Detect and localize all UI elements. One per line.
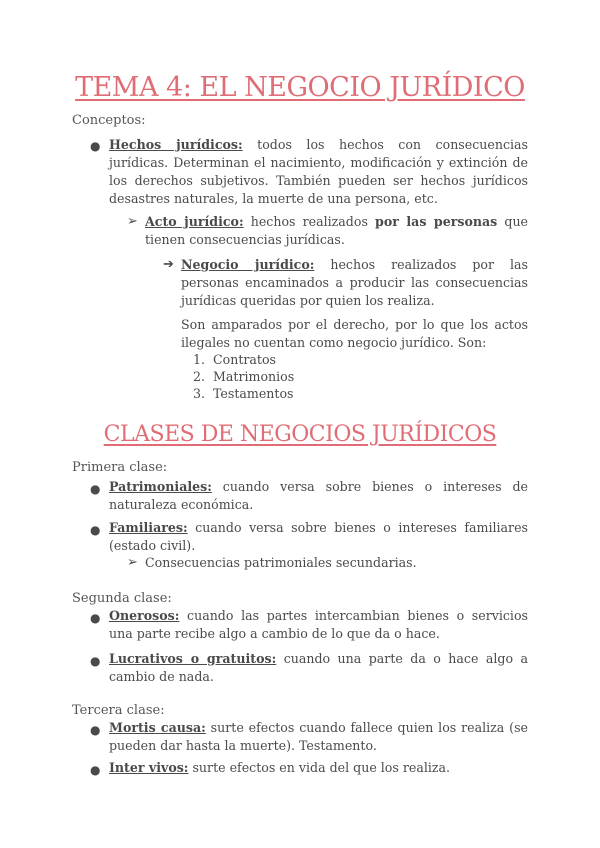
- acto-text-pre: hechos realizados: [243, 214, 376, 229]
- negocio-text: hechos realizados por las personas encaminados a producir las consecuencias jurídicas queridas por quien los realiza.: [181, 257, 528, 308]
- conceptos-label: Conceptos:: [72, 113, 146, 128]
- negocio-list: [181, 351, 294, 402]
- list-item: 3. Testamentos: [192, 386, 294, 401]
- list-item: Lucrativos o gratuitos: cuando una parte da o hace algo a cambio de nada.: [109, 651, 528, 684]
- bullet-icon: ●: [90, 139, 101, 153]
- arrow-right-icon: ➔: [163, 257, 174, 272]
- arrow-icon: ➢: [127, 555, 138, 570]
- bullet-icon: ●: [90, 611, 101, 625]
- list-item: 2. Matrimonios: [192, 369, 295, 384]
- list-item: 1. Contratos: [192, 352, 277, 367]
- bullet-icon: ●: [90, 763, 101, 777]
- list-item: Familiares: cuando versa sobre bienes o intereses familiares (estado civil).: [109, 520, 528, 553]
- negocio-paragraph: [181, 256, 528, 310]
- list-item: Onerosos: cuando las partes intercambian bienes o servicios una parte recibe algo a cambio de lo que da o hace.: [109, 608, 528, 641]
- acto-bold: por las personas: [375, 214, 498, 229]
- bullet-icon: ●: [90, 523, 101, 537]
- sub-item: Consecuencias patrimoniales secundarias.: [145, 555, 417, 570]
- negocio-paragraph-2: Son amparados por el derecho, por lo que los actos ilegales no cuentan como negocio jurídico. Son:: [181, 317, 528, 350]
- section-title: CLASES DE NEGOCIOS JURÍDICOS: [103, 422, 497, 447]
- acto-text-post: que tienen consecuencias jurídicas.: [145, 214, 529, 247]
- segunda-label: Segunda clase:: [72, 591, 172, 606]
- bullet-icon: ●: [90, 654, 101, 668]
- hechos-term: Hechos jurídicos:: [109, 137, 243, 152]
- bullet-icon: ●: [90, 482, 101, 496]
- page-title: TEMA 4: EL NEGOCIO JURÍDICO: [75, 72, 525, 103]
- tercera-label: Tercera clase:: [72, 703, 165, 718]
- hechos-paragraph: [109, 136, 528, 208]
- hechos-text: todos los hechos con consecuencias jurídicas. Determinan el nacimiento, modificación y extinción de los derechos subjetivos. También pueden ser hechos jurídicos desastres naturales, la muerte de una persona, etc.: [109, 137, 528, 206]
- acto-paragraph: [145, 213, 528, 249]
- acto-term: Acto jurídico:: [145, 214, 244, 229]
- bullet-icon: ●: [90, 723, 101, 737]
- list-item: Mortis causa: surte efectos cuando fallece quien los realiza (se pueden dar hasta la muerte). Testamento.: [109, 720, 528, 753]
- list-item: Patrimoniales: cuando versa sobre bienes o intereses de naturaleza económica.: [109, 479, 528, 512]
- arrow-icon: ➢: [127, 214, 138, 229]
- list-item: Inter vivos: surte efectos en vida del que los realiza.: [109, 760, 451, 775]
- negocio-term: Negocio jurídico:: [181, 257, 315, 272]
- primera-label: Primera clase:: [72, 460, 168, 475]
